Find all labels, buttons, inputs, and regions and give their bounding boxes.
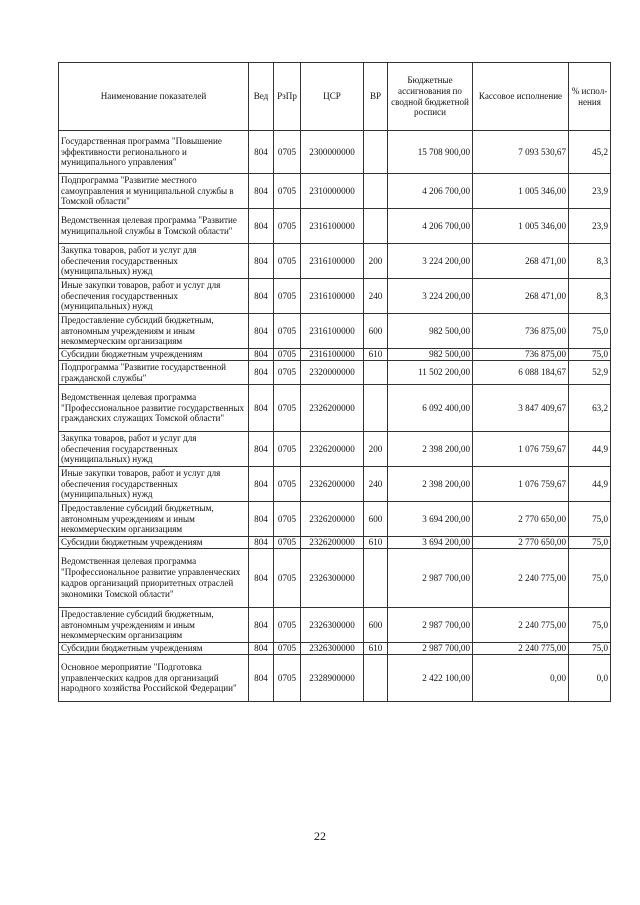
row-rzpr-cell: 0705 bbox=[274, 314, 301, 349]
row-cash-cell: 1 076 759,67 bbox=[473, 467, 569, 502]
row-assignments-cell: 3 694 200,00 bbox=[388, 502, 473, 537]
row-cash-cell: 736 875,00 bbox=[473, 349, 569, 361]
table-row bbox=[59, 608, 611, 643]
row-cash-cell: 2 240 775,00 bbox=[473, 608, 569, 643]
row-vr-cell: 610 bbox=[364, 349, 388, 361]
row-vr-cell: 200 bbox=[364, 244, 388, 279]
table-row bbox=[59, 537, 611, 549]
row-percent-cell: 75,0 bbox=[569, 502, 611, 537]
row-ved-cell: 804 bbox=[249, 314, 274, 349]
table-body bbox=[59, 131, 611, 702]
row-percent-cell: 45,2 bbox=[569, 131, 611, 174]
row-cash-cell: 1 005 346,00 bbox=[473, 209, 569, 244]
row-rzpr-cell: 0705 bbox=[274, 655, 301, 702]
row-name-cell: Подпрограмма "Развитие местного самоуправления и муниципальной службы в Томской области" bbox=[59, 174, 249, 209]
row-assignments-cell: 3 694 200,00 bbox=[388, 537, 473, 549]
row-rzpr-cell: 0705 bbox=[274, 432, 301, 467]
header-csr: ЦСР bbox=[301, 63, 364, 131]
row-csr-cell: 2320000000 bbox=[301, 361, 364, 385]
row-csr-cell: 2326200000 bbox=[301, 467, 364, 502]
row-percent-cell: 75,0 bbox=[569, 537, 611, 549]
row-assignments-cell: 982 500,00 bbox=[388, 314, 473, 349]
row-csr-cell: 2316100000 bbox=[301, 209, 364, 244]
row-assignments-cell: 2 398 200,00 bbox=[388, 467, 473, 502]
row-ved-cell: 804 bbox=[249, 174, 274, 209]
row-ved-cell: 804 bbox=[249, 131, 274, 174]
row-csr-cell: 2326200000 bbox=[301, 432, 364, 467]
row-rzpr-cell: 0705 bbox=[274, 549, 301, 608]
row-csr-cell: 2316100000 bbox=[301, 244, 364, 279]
row-rzpr-cell: 0705 bbox=[274, 361, 301, 385]
row-percent-cell: 75,0 bbox=[569, 314, 611, 349]
row-vr-cell: 610 bbox=[364, 643, 388, 655]
row-rzpr-cell: 0705 bbox=[274, 537, 301, 549]
row-vr-cell: 610 bbox=[364, 537, 388, 549]
row-rzpr-cell: 0705 bbox=[274, 502, 301, 537]
row-name-cell: Предоставление субсидий бюджетным, автономным учреждениям и иным некоммерческим организациям bbox=[59, 314, 249, 349]
row-name-cell: Субсидии бюджетным учреждениям bbox=[59, 349, 249, 361]
row-name-cell: Ведомственная целевая программа "Профессиональное развитие управленческих кадров организаций приоритетных отраслей экономики Томской области" bbox=[59, 549, 249, 608]
row-vr-cell bbox=[364, 385, 388, 432]
table-row bbox=[59, 244, 611, 279]
row-csr-cell: 2316100000 bbox=[301, 314, 364, 349]
row-percent-cell: 44,9 bbox=[569, 432, 611, 467]
row-ved-cell: 804 bbox=[249, 385, 274, 432]
row-csr-cell: 2326200000 bbox=[301, 385, 364, 432]
row-vr-cell: 240 bbox=[364, 279, 388, 314]
header-assignments: Бюджетные ассигнования по сводной бюджетной росписи bbox=[388, 63, 473, 131]
row-percent-cell: 0,0 bbox=[569, 655, 611, 702]
row-ved-cell: 804 bbox=[249, 643, 274, 655]
header-execution-percent: % испол-нения bbox=[569, 63, 611, 131]
row-assignments-cell: 15 708 900,00 bbox=[388, 131, 473, 174]
row-percent-cell: 23,9 bbox=[569, 209, 611, 244]
row-ved-cell: 804 bbox=[249, 537, 274, 549]
row-name-cell: Закупка товаров, работ и услуг для обеспечения государственных (муниципальных) нужд bbox=[59, 244, 249, 279]
row-name-cell: Иные закупки товаров, работ и услуг для обеспечения государственных (муниципальных) нужд bbox=[59, 467, 249, 502]
row-rzpr-cell: 0705 bbox=[274, 385, 301, 432]
table-row bbox=[59, 385, 611, 432]
row-name-cell: Ведомственная целевая программа "Развитие муниципальной службы в Томской области" bbox=[59, 209, 249, 244]
row-percent-cell: 8,3 bbox=[569, 279, 611, 314]
header-name: Наименование показателей bbox=[59, 63, 249, 131]
row-percent-cell: 75,0 bbox=[569, 643, 611, 655]
row-cash-cell: 0,00 bbox=[473, 655, 569, 702]
row-assignments-cell: 982 500,00 bbox=[388, 349, 473, 361]
row-rzpr-cell: 0705 bbox=[274, 467, 301, 502]
table-row bbox=[59, 174, 611, 209]
row-csr-cell: 2326200000 bbox=[301, 537, 364, 549]
row-rzpr-cell: 0705 bbox=[274, 209, 301, 244]
row-name-cell: Субсидии бюджетным учреждениям bbox=[59, 643, 249, 655]
row-cash-cell: 3 847 409,67 bbox=[473, 385, 569, 432]
row-name-cell: Государственная программа "Повышение эффективности регионального и муниципального управления" bbox=[59, 131, 249, 174]
row-csr-cell: 2326200000 bbox=[301, 502, 364, 537]
row-assignments-cell: 6 092 400,00 bbox=[388, 385, 473, 432]
row-vr-cell: 600 bbox=[364, 608, 388, 643]
row-vr-cell: 600 bbox=[364, 314, 388, 349]
row-assignments-cell: 2 987 700,00 bbox=[388, 643, 473, 655]
table-row bbox=[59, 655, 611, 702]
row-assignments-cell: 4 206 700,00 bbox=[388, 174, 473, 209]
row-rzpr-cell: 0705 bbox=[274, 643, 301, 655]
row-name-cell: Предоставление субсидий бюджетным, автономным учреждениям и иным некоммерческим организациям bbox=[59, 608, 249, 643]
row-ved-cell: 804 bbox=[249, 244, 274, 279]
budget-sheet bbox=[58, 62, 610, 702]
row-name-cell: Закупка товаров, работ и услуг для обеспечения государственных (муниципальных) нужд bbox=[59, 432, 249, 467]
row-ved-cell: 804 bbox=[249, 361, 274, 385]
row-rzpr-cell: 0705 bbox=[274, 279, 301, 314]
row-vr-cell bbox=[364, 361, 388, 385]
row-percent-cell: 63,2 bbox=[569, 385, 611, 432]
row-vr-cell bbox=[364, 549, 388, 608]
row-percent-cell: 75,0 bbox=[569, 549, 611, 608]
row-ved-cell: 804 bbox=[249, 549, 274, 608]
row-percent-cell: 52,9 bbox=[569, 361, 611, 385]
row-csr-cell: 2316100000 bbox=[301, 349, 364, 361]
row-assignments-cell: 11 502 200,00 bbox=[388, 361, 473, 385]
row-cash-cell: 1 005 346,00 bbox=[473, 174, 569, 209]
row-ved-cell: 804 bbox=[249, 608, 274, 643]
table-row bbox=[59, 643, 611, 655]
row-percent-cell: 23,9 bbox=[569, 174, 611, 209]
row-assignments-cell: 2 422 100,00 bbox=[388, 655, 473, 702]
row-ved-cell: 804 bbox=[249, 467, 274, 502]
row-rzpr-cell: 0705 bbox=[274, 131, 301, 174]
row-csr-cell: 2300000000 bbox=[301, 131, 364, 174]
table-row bbox=[59, 502, 611, 537]
header-rzpr: РзПр bbox=[274, 63, 301, 131]
row-csr-cell: 2326300000 bbox=[301, 643, 364, 655]
row-vr-cell bbox=[364, 174, 388, 209]
row-csr-cell: 2328900000 bbox=[301, 655, 364, 702]
row-cash-cell: 268 471,00 bbox=[473, 244, 569, 279]
table-row bbox=[59, 361, 611, 385]
row-cash-cell: 1 076 759,67 bbox=[473, 432, 569, 467]
table-row bbox=[59, 432, 611, 467]
row-percent-cell: 75,0 bbox=[569, 608, 611, 643]
page-number: 22 bbox=[314, 829, 326, 843]
row-assignments-cell: 3 224 200,00 bbox=[388, 279, 473, 314]
row-csr-cell: 2326300000 bbox=[301, 608, 364, 643]
budget-execution-table bbox=[58, 62, 611, 702]
row-rzpr-cell: 0705 bbox=[274, 174, 301, 209]
header-cash-execution: Кассовое исполнение bbox=[473, 63, 569, 131]
row-percent-cell: 44,9 bbox=[569, 467, 611, 502]
row-assignments-cell: 3 224 200,00 bbox=[388, 244, 473, 279]
row-ved-cell: 804 bbox=[249, 279, 274, 314]
row-assignments-cell: 2 987 700,00 bbox=[388, 549, 473, 608]
row-vr-cell bbox=[364, 655, 388, 702]
table-header-row bbox=[59, 63, 611, 131]
row-name-cell: Субсидии бюджетным учреждениям bbox=[59, 537, 249, 549]
row-rzpr-cell: 0705 bbox=[274, 349, 301, 361]
row-cash-cell: 2 770 650,00 bbox=[473, 537, 569, 549]
row-cash-cell: 2 770 650,00 bbox=[473, 502, 569, 537]
table-row bbox=[59, 209, 611, 244]
table-row bbox=[59, 279, 611, 314]
row-percent-cell: 75,0 bbox=[569, 349, 611, 361]
row-csr-cell: 2310000000 bbox=[301, 174, 364, 209]
row-vr-cell: 240 bbox=[364, 467, 388, 502]
table-row bbox=[59, 549, 611, 608]
row-name-cell: Основное мероприятие "Подготовка управленческих кадров для организаций народного хозяйства Российской Федерации" bbox=[59, 655, 249, 702]
row-ved-cell: 804 bbox=[249, 655, 274, 702]
row-name-cell: Ведомственная целевая программа "Профессиональное развитие государственных гражданских служащих Томской области" bbox=[59, 385, 249, 432]
row-cash-cell: 736 875,00 bbox=[473, 314, 569, 349]
row-cash-cell: 2 240 775,00 bbox=[473, 549, 569, 608]
row-cash-cell: 2 240 775,00 bbox=[473, 643, 569, 655]
row-assignments-cell: 2 398 200,00 bbox=[388, 432, 473, 467]
row-cash-cell: 7 093 530,67 bbox=[473, 131, 569, 174]
row-csr-cell: 2316100000 bbox=[301, 279, 364, 314]
table-row bbox=[59, 131, 611, 174]
table-row bbox=[59, 349, 611, 361]
row-name-cell: Подпрограмма "Развитие государственной гражданской службы" bbox=[59, 361, 249, 385]
table-row bbox=[59, 467, 611, 502]
row-vr-cell: 200 bbox=[364, 432, 388, 467]
table-row bbox=[59, 314, 611, 349]
row-ved-cell: 804 bbox=[249, 349, 274, 361]
row-ved-cell: 804 bbox=[249, 209, 274, 244]
row-cash-cell: 268 471,00 bbox=[473, 279, 569, 314]
row-rzpr-cell: 0705 bbox=[274, 608, 301, 643]
header-ved: Вед bbox=[249, 63, 274, 131]
row-ved-cell: 804 bbox=[249, 502, 274, 537]
row-assignments-cell: 4 206 700,00 bbox=[388, 209, 473, 244]
row-ved-cell: 804 bbox=[249, 432, 274, 467]
row-vr-cell bbox=[364, 131, 388, 174]
row-name-cell: Предоставление субсидий бюджетным, автономным учреждениям и иным некоммерческим организациям bbox=[59, 502, 249, 537]
row-percent-cell: 8,3 bbox=[569, 244, 611, 279]
row-csr-cell: 2326300000 bbox=[301, 549, 364, 608]
row-assignments-cell: 2 987 700,00 bbox=[388, 608, 473, 643]
row-vr-cell bbox=[364, 209, 388, 244]
row-vr-cell: 600 bbox=[364, 502, 388, 537]
header-vr: ВР bbox=[364, 63, 388, 131]
row-rzpr-cell: 0705 bbox=[274, 244, 301, 279]
row-name-cell: Иные закупки товаров, работ и услуг для обеспечения государственных (муниципальных) нужд bbox=[59, 279, 249, 314]
row-cash-cell: 6 088 184,67 bbox=[473, 361, 569, 385]
